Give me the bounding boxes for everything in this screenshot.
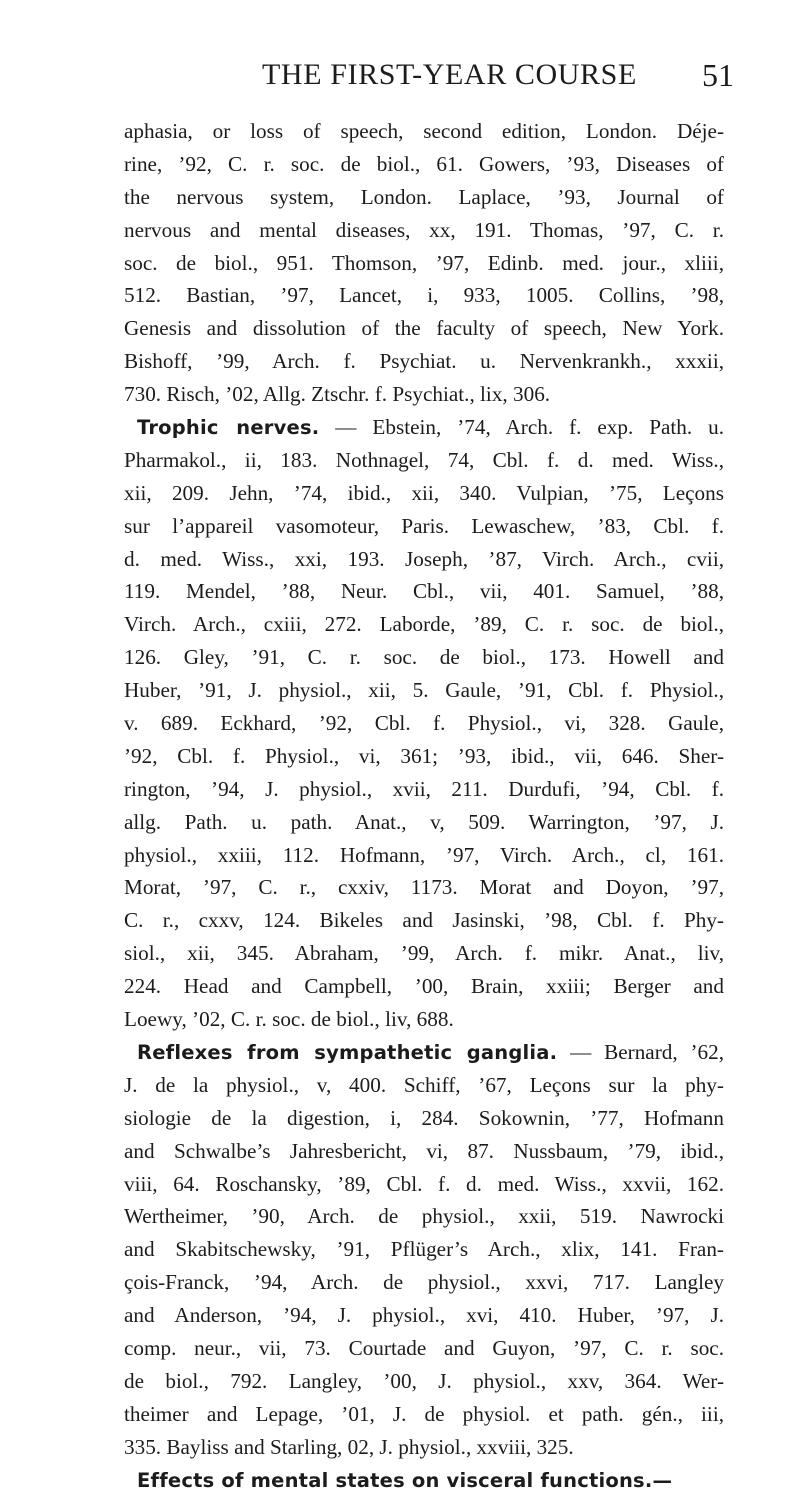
text-line: 119. Mendel, ’88, Neur. Cbl., vii, 401. Samuel, ’88, xyxy=(124,579,724,604)
text-line: the nervous system, London. Laplace, ’93, Journal of xyxy=(124,184,724,209)
text-line: theimer and Lepage, ’01, J. de physiol. et path. gén., iii, xyxy=(124,1401,724,1426)
text-line: siologie de la digestion, i, 284. Sokownin, ’77, Hofmann xyxy=(124,1105,724,1130)
page-number: 51 xyxy=(702,57,734,93)
running-title: THE FIRST-YEAR COURSE xyxy=(262,58,637,91)
text-line: viii, 64. Roschansky, ’89, Cbl. f. d. med. Wiss., xxvii, 162. xyxy=(124,1171,724,1196)
text-line: aphasia, or loss of speech, second edition, London. Déje- xyxy=(124,119,724,143)
text-line: 126. Gley, ’91, C. r. soc. de biol., 173. Howell and xyxy=(124,645,724,670)
section-lead-text: — Bernard, ’62, xyxy=(557,1039,725,1064)
text-line: Bishoff, ’99, Arch. f. Psychiat. u. Nervenkrankh., xxxii, xyxy=(124,349,724,374)
section-first-line xyxy=(124,1464,724,1497)
text-line: Virch. Arch., cxiii, 272. Laborde, ’89, C. r. soc. de biol., xyxy=(124,612,724,637)
section-heading: Trophic nerves. xyxy=(137,416,320,440)
text-line: comp. neur., vii, 73. Courtade and Guyon, ’97, C. r. soc. xyxy=(124,1335,724,1360)
text-line: de biol., 792. Langley, ’00, J. physiol., xxv, 364. Wer- xyxy=(124,1368,724,1393)
text-line: çois-Franck, ’94, Arch. de physiol., xxvi, 717. Langley xyxy=(124,1270,724,1295)
running-head xyxy=(0,55,801,95)
text-line: and Anderson, ’94, J. physiol., xvi, 410. Huber, ’97, J. xyxy=(124,1303,724,1328)
text-line: J. de la physiol., v, 400. Schiff, ’67, Leçons sur la phy- xyxy=(124,1072,724,1097)
text-line: 512. Bastian, ’97, Lancet, i, 933, 1005. Collins, ’98, xyxy=(124,283,724,308)
text-line: Pharmakol., ii, 183. Nothnagel, 74, Cbl. f. d. med. Wiss., xyxy=(124,447,724,472)
text-line: 224. Head and Campbell, ’00, Brain, xxiii; Berger and xyxy=(124,974,724,999)
text-line: 335. Bayliss and Starling, 02, J. physiol., xxviii, 325. xyxy=(124,1434,574,1459)
text-line: allg. Path. u. path. Anat., v, 509. Warrington, ’97, J. xyxy=(124,809,724,834)
text-line: and Skabitschewsky, ’91, Pflüger’s Arch., xlix, 141. Fran- xyxy=(124,1237,724,1262)
text-line: rine, ’92, C. r. soc. de biol., 61. Gowers, ’93, Diseases of xyxy=(124,151,724,176)
text-line: v. 689. Eckhard, ’92, Cbl. f. Physiol., vi, 328. Gaule, xyxy=(124,711,724,736)
text-line: Huber, ’91, J. physiol., xii, 5. Gaule, ’91, Cbl. f. Physiol., xyxy=(124,678,724,703)
text-line: nervous and mental diseases, xx, 191. Thomas, ’97, C. r. xyxy=(124,217,724,242)
text-line: sur l’appareil vasomoteur, Paris. Lewaschew, ’83, Cbl. f. xyxy=(124,513,724,538)
text-line: 730. Risch, ’02, Allg. Ztschr. f. Psychiat., lix, 306. xyxy=(124,382,551,407)
text-line: ’92, Cbl. f. Physiol., vi, 361; ’93, ibid., vii, 646. Sher- xyxy=(124,743,724,768)
text-line: soc. de biol., 951. Thomson, ’97, Edinb. med. jour., xliii, xyxy=(124,250,724,275)
text-line: physiol., xxiii, 112. Hofmann, ’97, Virch. Arch., cl, 161. xyxy=(124,842,724,867)
text-line: rington, ’94, J. physiol., xvii, 211. Durdufi, ’94, Cbl. f. xyxy=(124,776,724,801)
section-heading: Reflexes from sympathetic ganglia. xyxy=(137,1040,558,1064)
text-line: xii, 209. Jehn, ’74, ibid., xii, 340. Vulpian, ’75, Leçons xyxy=(124,480,724,505)
text-line: and Schwalbe’s Jahresbericht, vi, 87. Nussbaum, ’79, ibid., xyxy=(124,1138,724,1163)
section-lead-text: — Ebstein, ’74, Arch. f. exp. Path. u. xyxy=(319,415,724,440)
text-line: Wertheimer, ’90, Arch. de physiol., xxii, 519. Nawrocki xyxy=(124,1204,724,1229)
section-first-line xyxy=(124,1036,724,1069)
section-heading: Effects of mental states on visceral functions.— xyxy=(137,1468,673,1492)
text-line: Loewy, ’02, C. r. soc. de biol., liv, 688. xyxy=(124,1007,454,1032)
text-line: siol., xii, 345. Abraham, ’99, Arch. f. mikr. Anat., liv, xyxy=(124,941,724,966)
body-text xyxy=(124,115,724,1496)
text-line: Genesis and dissolution of the faculty of speech, New York. xyxy=(124,316,724,341)
text-line: C. r., cxxv, 124. Bikeles and Jasinski, ’98, Cbl. f. Phy- xyxy=(124,908,724,933)
section-first-line xyxy=(124,411,724,444)
text-line: d. med. Wiss., xxi, 193. Joseph, ’87, Virch. Arch., cvii, xyxy=(124,546,724,571)
text-line: Morat, ’97, C. r., cxxiv, 1173. Morat and Doyon, ’97, xyxy=(124,875,724,900)
